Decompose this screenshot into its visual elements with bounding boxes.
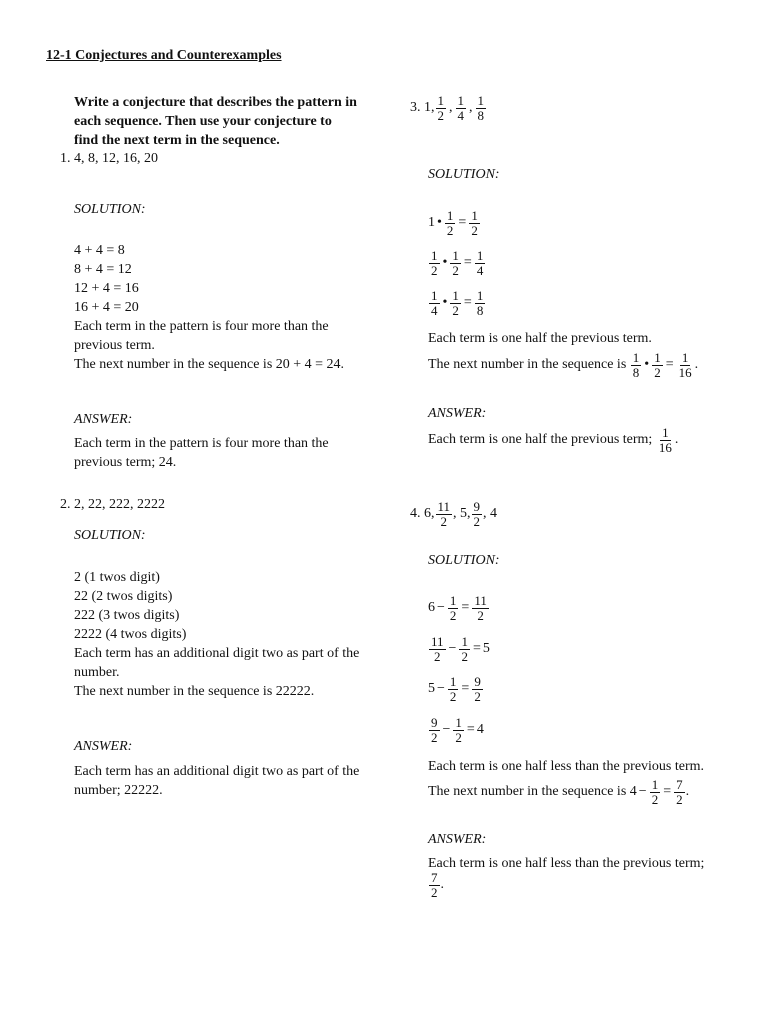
numerator: 1 — [651, 776, 659, 792]
problem-4-solution-label: SOLUTION: — [428, 553, 500, 568]
numerator: 9 — [474, 673, 481, 689]
fraction — [429, 871, 440, 900]
problem-3-explanation: Each term is one half the previous term. — [428, 331, 652, 346]
denominator: 16 — [658, 439, 672, 455]
problem-4-equation-2: $\frac{11}{2}$ − $\frac{1}{2}$ = 5 — [431, 633, 490, 664]
next-term: The next number in the sequence is 22222. — [74, 684, 315, 699]
step: 16 + 4 = 20 — [74, 300, 139, 315]
fraction — [472, 675, 483, 704]
fraction — [429, 716, 440, 745]
problem-3-prefix: 3. 1, — [410, 100, 435, 115]
instructions-line: Write a conjecture that describes the pattern in — [74, 95, 357, 110]
numerator: 1 — [476, 247, 484, 263]
step: 4 + 4 = 8 — [74, 243, 125, 258]
denominator: 2 — [473, 513, 481, 529]
numerator: 9 — [431, 714, 438, 730]
numerator: 11 — [474, 592, 487, 608]
denominator: 2 — [455, 729, 462, 745]
numerator: 11 — [437, 498, 451, 514]
numerator: 1 — [461, 633, 468, 649]
problem-4-next: The next number in the sequence is 4 − $\frac{1}{2}$ = $\frac{7}{2}$ . — [428, 776, 690, 807]
fraction — [674, 778, 685, 807]
problem-3-solution-label: SOLUTION: — [428, 167, 500, 182]
fraction — [450, 289, 461, 318]
fraction — [456, 94, 467, 123]
numerator: 1 — [449, 592, 457, 608]
next-term: The next number in the sequence is 20 + 4 = 24. — [74, 357, 345, 372]
term: 4 — [476, 722, 484, 737]
denominator: 2 — [676, 791, 683, 807]
fraction — [469, 209, 480, 238]
problem-2-answer-label: ANSWER: — [74, 739, 133, 754]
step: 222 (3 twos digits) — [74, 608, 180, 623]
problem-3-equation-1: 1 • $\frac{1}{2}$ = $\frac{1}{2}$ — [428, 207, 478, 238]
answer-line: Each term in the pattern is four more than the — [74, 436, 329, 451]
page-title: 12-1 Conjectures and Counterexamples — [46, 48, 282, 63]
denominator: 2 — [452, 302, 459, 318]
next-prefix: The next number in the sequence is 4 — [428, 784, 637, 799]
fraction — [436, 500, 453, 529]
denominator: 2 — [452, 262, 459, 278]
numerator: 11 — [431, 633, 444, 649]
explanation-line: number. — [74, 665, 120, 680]
fraction — [652, 351, 663, 380]
denominator: 8 — [477, 107, 484, 123]
denominator: 2 — [431, 262, 438, 278]
denominator: 16 — [678, 364, 692, 380]
denominator: 2 — [440, 513, 448, 529]
denominator: 2 — [474, 688, 481, 704]
term: 5 — [428, 681, 435, 696]
denominator: 8 — [476, 302, 484, 318]
problem-3-answer: Each term is one half the previous term; $\frac{1}{16}$ . — [428, 424, 679, 455]
problem-3-equation-2: $\frac{1}{2}$ • $\frac{1}{2}$ = $\frac{1}{4}$ — [431, 247, 484, 278]
denominator: 4 — [457, 107, 464, 123]
answer-line: number; 22222. — [74, 783, 163, 798]
problem-3-label: 3. 1, $\frac{1}{2}$ , $\frac{1}{4}$ , $\frac{1}{8}$ — [410, 92, 484, 123]
numerator: 1 — [431, 287, 438, 303]
step: 2 (1 twos digit) — [74, 570, 160, 585]
numerator: 1 — [455, 714, 462, 730]
fraction — [429, 249, 440, 278]
step: 12 + 4 = 16 — [74, 281, 139, 296]
fraction — [453, 716, 464, 745]
denominator: 2 — [434, 648, 441, 664]
denominator: 2 — [446, 222, 454, 238]
step: 22 (2 twos digits) — [74, 589, 173, 604]
denominator: 2 — [471, 222, 478, 238]
problem-1-label: 1. 4, 8, 12, 16, 20 — [60, 151, 158, 166]
denominator: 2 — [461, 648, 468, 664]
problem-1-solution-label: SOLUTION: — [74, 202, 146, 217]
fraction — [448, 675, 459, 704]
problem-1-steps — [74, 241, 344, 374]
fraction — [429, 289, 440, 318]
fraction — [445, 209, 456, 238]
fraction — [459, 635, 470, 664]
problem-1-answer — [74, 434, 329, 472]
answer-text: Each term is one half the previous term; — [428, 432, 653, 447]
numerator: 1 — [449, 673, 457, 689]
fraction — [657, 426, 674, 455]
denominator: 4 — [431, 302, 438, 318]
denominator: 4 — [476, 262, 484, 278]
fraction — [429, 635, 446, 664]
answer-line: Each term has an additional digit two as part of the — [74, 764, 360, 779]
numerator: 7 — [431, 869, 438, 885]
fraction — [450, 249, 461, 278]
numerator: 1 — [471, 207, 478, 223]
term: , 5, — [453, 506, 471, 521]
fraction — [448, 594, 459, 623]
denominator: 2 — [437, 107, 444, 123]
numerator: 1 — [477, 92, 484, 108]
step: 2222 (4 twos digits) — [74, 627, 187, 642]
problem-2-solution-label: SOLUTION: — [74, 528, 146, 543]
problem-4-explanation: Each term is one half less than the previous term. — [428, 759, 705, 774]
next-prefix: The next number in the sequence is — [428, 357, 627, 372]
denominator: 2 — [431, 884, 438, 900]
problem-4-prefix: 4. 6, — [410, 506, 435, 521]
answer-line: previous term; 24. — [74, 455, 177, 470]
fraction — [650, 778, 661, 807]
problem-4-equation-4: $\frac{9}{2}$ − $\frac{1}{2}$ = 4 — [431, 714, 484, 745]
instructions — [74, 93, 357, 150]
numerator: 1 — [681, 349, 689, 365]
problem-2-steps — [74, 568, 359, 701]
denominator: 2 — [449, 688, 457, 704]
fraction — [475, 289, 486, 318]
fraction — [475, 249, 486, 278]
problem-3-next: The next number in the sequence is $\frac{1}{8}$ • $\frac{1}{2}$ = $\frac{1}{16}$ . — [428, 349, 699, 380]
numerator: 1 — [662, 424, 669, 440]
problem-4-equation-1: 6 − $\frac{1}{2}$ = $\frac{11}{2}$ — [428, 592, 487, 623]
explanation-line: previous term. — [74, 338, 155, 353]
fraction — [472, 594, 489, 623]
problem-1-answer-label: ANSWER: — [74, 412, 133, 427]
step: 8 + 4 = 12 — [74, 262, 132, 277]
numerator: 9 — [473, 498, 481, 514]
instructions-line: find the next term in the sequence. — [74, 133, 280, 148]
problem-4-answer: Each term is one half less than the previous term; — [428, 856, 705, 871]
numerator: 1 — [452, 247, 459, 263]
fraction — [677, 351, 694, 380]
numerator: 1 — [457, 92, 464, 108]
instructions-line: each sequence. Then use your conjecture to — [74, 114, 332, 129]
problem-4-answer-label: ANSWER: — [428, 832, 487, 847]
denominator: 8 — [632, 364, 640, 380]
term: , 4 — [483, 506, 498, 521]
problem-4-label — [410, 496, 497, 532]
numerator: 1 — [446, 207, 454, 223]
denominator: 2 — [651, 791, 659, 807]
fraction — [631, 351, 642, 380]
fraction — [436, 94, 447, 123]
explanation-line: Each term has an additional digit two as part of the — [74, 646, 360, 661]
denominator: 2 — [431, 729, 438, 745]
denominator: 2 — [449, 607, 457, 623]
denominator: 2 — [477, 607, 484, 623]
problem-3-equation-3: $\frac{1}{4}$ • $\frac{1}{2}$ = $\frac{1}{8}$ — [431, 287, 484, 318]
numerator: 1 — [431, 247, 438, 263]
problem-3-answer-label: ANSWER: — [428, 406, 487, 421]
numerator: 1 — [632, 349, 640, 365]
explanation-line: Each term in the pattern is four more than the — [74, 319, 329, 334]
problem-4-equation-3: 5 − $\frac{1}{2}$ = $\frac{9}{2}$ — [428, 673, 481, 704]
fraction — [472, 500, 483, 529]
fraction — [476, 94, 487, 123]
problem-2-label: 2. 2, 22, 222, 2222 — [60, 497, 165, 512]
problem-2-answer — [74, 762, 359, 800]
numerator: 1 — [452, 287, 459, 303]
problem-4-answer-fraction: $\frac{7}{2}$ . — [431, 869, 444, 900]
numerator: 1 — [476, 287, 484, 303]
term: 1 — [428, 215, 435, 230]
numerator: 1 — [437, 92, 444, 108]
term: 6 — [428, 600, 435, 615]
numerator: 1 — [654, 349, 661, 365]
term: 5 — [482, 641, 490, 656]
denominator: 2 — [654, 364, 661, 380]
numerator: 7 — [676, 776, 683, 792]
